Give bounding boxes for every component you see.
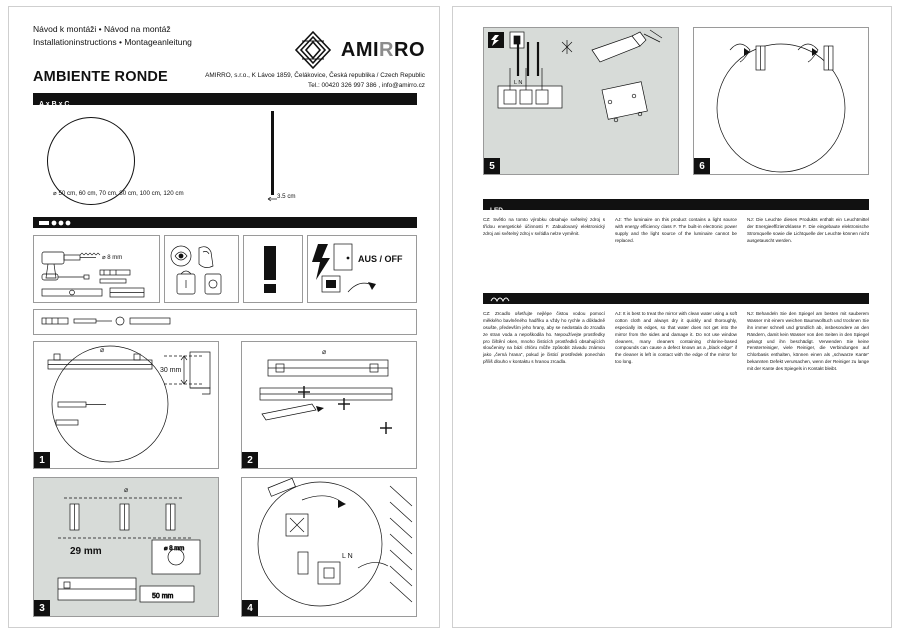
- brand-name-part2: RO: [394, 38, 425, 61]
- brand-logo: [292, 29, 425, 71]
- svg-text:29 mm: 29 mm: [70, 546, 102, 557]
- step-number-1: 1: [34, 452, 50, 468]
- company-info: [205, 71, 425, 90]
- step-panel-4: [241, 477, 417, 617]
- step-panel-1: [33, 341, 219, 469]
- svg-text:30 mm: 30 mm: [160, 367, 182, 374]
- diameter-note: ⌀ 50 cm, 60 cm, 70 cm, 80 cm, 100 cm, 120 cm: [53, 190, 184, 197]
- tools-panel-power-off: [307, 235, 417, 303]
- svg-text:AUS / OFF: AUS / OFF: [358, 254, 403, 264]
- company-address: AMIRRO, s.r.o., K Lávce 1859, Čelákovice, Česká republika / Czech Republic: [205, 72, 425, 79]
- step-number-4: 4: [242, 600, 258, 616]
- svg-text:⌀: ⌀: [100, 347, 105, 354]
- step-panel-3: [33, 477, 219, 617]
- svg-text:L N: L N: [342, 553, 353, 560]
- left-page: [8, 6, 440, 628]
- step-number-6: 6: [694, 158, 710, 174]
- header-line-1: Návod k montáži • Návod na montáž: [33, 24, 171, 34]
- depth-note: 3.5 cm: [277, 193, 296, 200]
- svg-text:⌀ 8 mm: ⌀ 8 mm: [164, 546, 185, 552]
- header-line-2: Installationinstructions • Montageanleitung: [33, 36, 192, 47]
- tools-bar-icon: [39, 219, 75, 227]
- cleaning-icon: [489, 295, 513, 303]
- right-page: [452, 6, 892, 628]
- brand-name-r: R: [379, 38, 394, 61]
- side-profile: [271, 111, 274, 195]
- exclamation-icon: [244, 236, 302, 302]
- step-number-3: 3: [34, 600, 50, 616]
- step-panel-6: [693, 27, 869, 175]
- svg-text:L N: L N: [514, 80, 523, 86]
- cleaning-text-cs: CZ: Zrcadlo ošetřujte nejlépe čistou vodou pomocí měkkého bavlněného hadříku a vždy ho rychle a důkladně osušte, především jeho hrany, aby se nedostala do zrcadla ze stran voda a nepoškodila ho. Nepoužívejte prostředky pro čištění oken, mnoho čisticích prostředků obsahujících sloučeniny na bázi chlóru může způsobit závadu známou jako „černá hrana“, pokud je čisticí prostředek ponechán příliš dlouho v kontaktu s hranou zrcadla.: [483, 311, 605, 365]
- led-text-de: NJ: Die Leuchte dieses Produkts enthält ein Leuchtmittel der Energieeffizienzklasse F. Die eingebaute elektronische Stromquelle sowie die Lichtquelle der Leuchte können nicht ausgetauscht werden.: [747, 217, 869, 243]
- page-title: AMBIENTE RONDE: [33, 69, 168, 85]
- led-section-header: [483, 199, 869, 214]
- cleaning-text-de: NJ: Behandeln Sie den Spiegel am besten mit sauberem Wasser mit einem weichen Baumwolltuch und trocknen Sie ihn immer schnell und gründlich ab, insbesondere an den Rändern, damit kein Wasser von den Seiten in den Spiegel gelangt und ihn beschädigt. Verwenden Sie keine Fensterreiniger, viele Reiniger, die Verbindungen auf Chlorbasis enthalten, können einen als „schwarze Kante“ bekannten Defekt verursachen, wenn der Reiniger zu lange mit der Kante des Spiegels in Kontakt bleibt.: [747, 311, 869, 372]
- step-panel-5: [483, 27, 679, 175]
- depth-arrow-icon: [267, 197, 289, 205]
- lightning-bolt-icon: [312, 244, 330, 280]
- brand-name-part1: AMI: [340, 38, 380, 61]
- led-section-title: LED: [490, 207, 503, 214]
- svg-text:⌀: ⌀: [322, 349, 327, 356]
- step-panel-2: [241, 341, 417, 469]
- svg-text:⌀: ⌀: [124, 487, 129, 494]
- led-text-cs: CZ: Světlo na tomto výrobku obsahuje světelný zdroj s třídou energetické účinnosti F. Zabudovaný elektronický zdroj ani světelný zdroj v svítidla nelze vyměnit.: [483, 217, 605, 236]
- company-contact: Tel.: 00420 326 997 386 , info@amirro.cz: [308, 81, 425, 89]
- step-number-2: 2: [242, 452, 258, 468]
- dimension-bar: [33, 93, 417, 108]
- led-text-en: AJ: The luminaire on this product contains a light source with energy efficiency class F. The built-in electronic power supply and the light source of the luminaire cannot be replaced.: [615, 217, 737, 243]
- cleaning-section-header: [483, 293, 869, 304]
- dimension-bar-label: A x B x C: [39, 101, 70, 108]
- tools-panel-safety: [164, 235, 239, 303]
- brand-name: [341, 39, 425, 62]
- lightning-bolt-icon: [488, 32, 504, 48]
- tools-panel-drill: [33, 235, 160, 303]
- tools-panel-fixings: [33, 309, 417, 335]
- cleaning-text-en: AJ: It is best to treat the mirror with clean water using a soft cotton cloth and always dry it quickly and thoroughly, especially its edges, so that water does not get into the mirror from the sides and damage it. Do not use window cleaners, many cleaners containing chlorine-based compounds can cause a defect known as a „black edge“ if the cleaner is left in contact with the edge of the mirror for too long.: [615, 311, 737, 365]
- amirro-logo-icon: [292, 29, 334, 71]
- tools-panel-warning: [243, 235, 303, 303]
- step-number-5: 5: [484, 158, 500, 174]
- tools-bar: [33, 217, 417, 228]
- header-language-lines: [33, 23, 192, 49]
- svg-text:50 mm: 50 mm: [152, 593, 174, 600]
- svg-text:⌀ 8 mm: ⌀ 8 mm: [102, 255, 123, 261]
